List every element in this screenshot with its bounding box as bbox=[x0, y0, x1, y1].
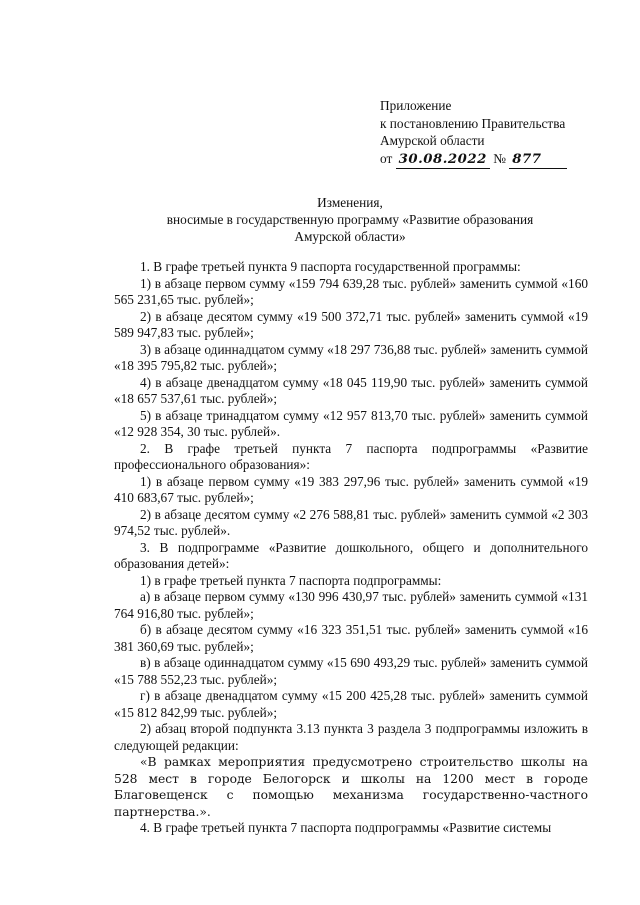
paragraph-11: 1) в графе третьей пункта 7 паспорта подпрограммы: bbox=[140, 572, 442, 588]
appendix-date-number bbox=[380, 150, 567, 170]
paragraph-7: 2. В графе третьей пункта 7 паспорта подпрограммы «Развитие профессионального образования»: bbox=[114, 440, 588, 472]
title-line-1: Изменения, bbox=[317, 195, 383, 210]
title-line-2: вносимые в государственную программу «Развитие образования bbox=[166, 212, 534, 227]
paragraph-8: 1) в абзаце первом сумму «19 383 297,96 тыс. рублей» заменить суммой «19 410 683,67 тыс. рублей»; bbox=[114, 473, 588, 505]
appendix-resolution: к постановлению Правительства bbox=[380, 115, 566, 131]
paragraph-14: в) в абзаце одиннадцатом сумму «15 690 493,29 тыс. рублей» заменить суммой «15 788 552,23 тыс. рублей»; bbox=[114, 655, 588, 687]
paragraph-10: 3. В подпрограмме «Развитие дошкольного, общего и дополнительного образования детей»: bbox=[114, 539, 588, 571]
quoted-paragraph: «В рамках мероприятия предусмотрено строительство школы на 528 мест в городе Белогорск и школы на 1200 мест в городе Благовещенск с помощью механизма государственно-частного партнерства.». bbox=[114, 755, 588, 819]
appendix-block bbox=[380, 97, 567, 169]
date-prefix: от bbox=[380, 150, 393, 166]
paragraph-3: 2) в абзаце десятом сумму «19 500 372,71 тыс. рублей» заменить суммой «19 589 947,83 тыс. рублей»; bbox=[114, 308, 588, 340]
appendix-region: Амурской области bbox=[380, 133, 485, 148]
title-line-3: Амурской области» bbox=[294, 229, 406, 244]
paragraph-12: а) в абзаце первом сумму «130 996 430,97 тыс. рублей» заменить суммой «131 764 916,80 тыс. рублей»; bbox=[114, 589, 588, 621]
document-title bbox=[100, 194, 600, 245]
paragraph-4: 3) в абзаце одиннадцатом сумму «18 297 736,88 тыс. рублей» заменить суммой «18 395 795,82 тыс. рублей»; bbox=[114, 341, 588, 373]
handwritten-date: 30.08.2022 bbox=[396, 151, 490, 170]
paragraph-16: 2) абзац второй подпункта 3.13 пункта 3 раздела 3 подпрограммы изложить в следующей редакции: bbox=[114, 721, 588, 753]
paragraph-15: г) в абзаце двенадцатом сумму «15 200 425,28 тыс. рублей» заменить суммой «15 812 842,99 тыс. рублей»; bbox=[114, 688, 588, 720]
appendix-title: Приложение bbox=[380, 98, 452, 113]
paragraph-18: 4. В графе третьей пункта 7 паспорта подпрограммы «Развитие системы bbox=[140, 820, 552, 835]
paragraph-2: 1) в абзаце первом сумму «159 794 639,28 тыс. рублей» заменить суммой «160 565 231,65 тыс. рублей»; bbox=[114, 275, 588, 307]
paragraph-9: 2) в абзаце десятом сумму «2 276 588,81 тыс. рублей» заменить суммой «2 303 974,52 тыс. рублей». bbox=[114, 506, 588, 538]
paragraph-1: 1. В графе третьей пункта 9 паспорта государственной программы: bbox=[140, 259, 521, 274]
handwritten-number: 877 bbox=[509, 151, 567, 170]
paragraph-5: 4) в абзаце двенадцатом сумму «18 045 119,90 тыс. рублей» заменить суммой «18 657 537,61 тыс. рублей»; bbox=[114, 374, 588, 406]
paragraph-13: б) в абзаце десятом сумму «16 323 351,51 тыс. рублей» заменить суммой «16 381 360,69 тыс. рублей»; bbox=[114, 622, 588, 654]
paragraph-6: 5) в абзаце тринадцатом сумму «12 957 813,70 тыс. рублей» заменить суммой «12 928 354, 30 тыс. рублей». bbox=[114, 407, 588, 439]
document-body bbox=[114, 259, 588, 837]
number-prefix: № bbox=[493, 150, 506, 166]
